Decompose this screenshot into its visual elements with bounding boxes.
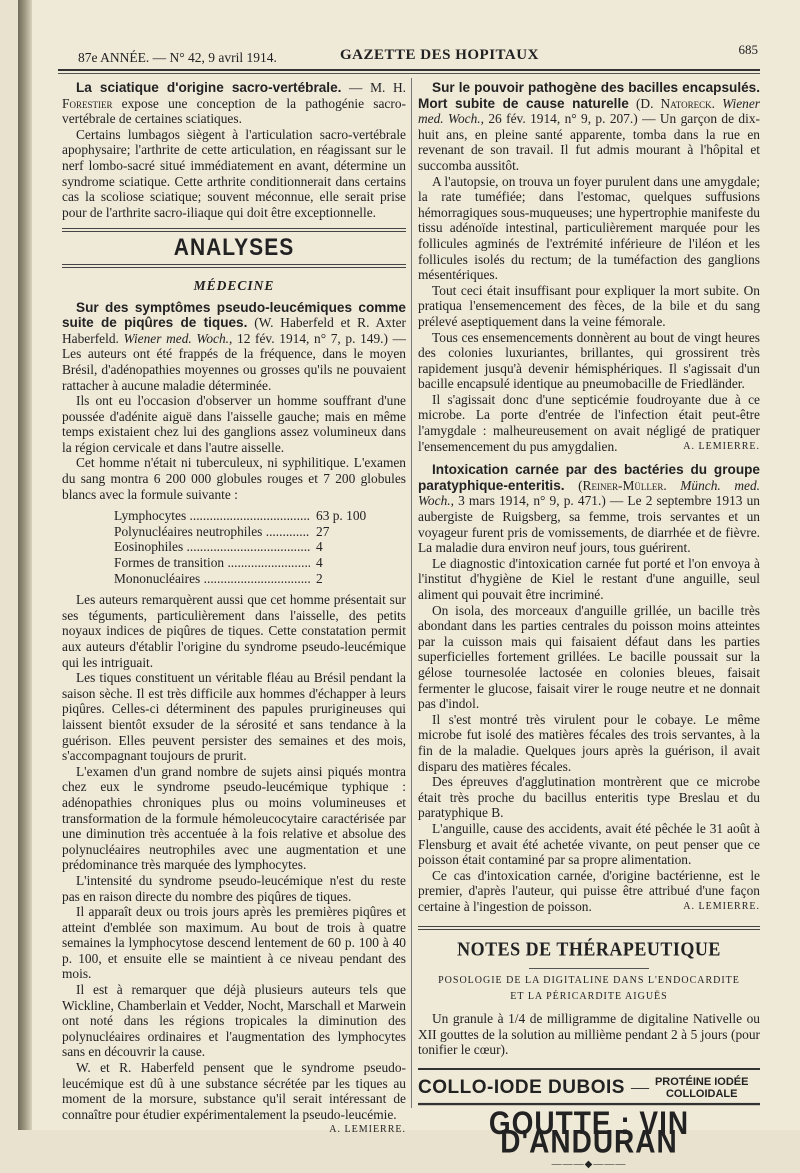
paragraph: Ils ont eu l'occasion d'observer un homme souffrant d'une poussée d'adénite aiguë dans l'aisselle gauche; mais en même temps existaient chez lui des ganglions assez volumineux dans la région cervicale et dans l'autre aisselle. — [62, 393, 406, 455]
article-bacilles: Sur le pouvoir pathogène des bacilles encapsulés. Mort subite de cause naturelle (D. Natoreck. Wiener med. Woch., 26 fév. 1914, n° 9, p. 207.) — Un garçon de dix-huit ans, en pleine santé apparente, tomba dans la rue en revenant de son travail. Il fut admis mourant à l'hôpital et succomba aussitôt. — [418, 80, 760, 173]
formula-row: Lymphocytes ..... 63 p. 100 — [114, 508, 376, 524]
paragraph: Les auteurs remarquèrent aussi que cet homme présentait sur ses téguments, particulièrement dans l'aisselle, des petits noyaux indices de piqûres de tiques. Cette constatation permit aux auteurs d'établir l'origine du syndrome pseudo-leucémique qui les intriguait. — [62, 592, 406, 670]
paragraph: Certains lumbagos siègent à l'articulation sacro-vertébrale apophysaire; l'arthrite de cette articulation, en réagissant sur le nerf lombo-sacré situé immédiatement en avant, détermine un syndrome sciatique. Cette arthrite conditionnerait dans certains cas la scoliose sciatique; souvent méconnue, elle serait prise pour de l'arthrite sacro-iliaque qui doit être exceptionnelle. — [62, 126, 406, 220]
paragraph: Tous ces ensemencements donnèrent au bout de vingt heures des colonies luxuriantes, brillantes, qui grossirent très rapidement jusqu'à devenir hémisphériques. Il s'agissait d'un bacille encapsulé identique au pneumobacille de Friedländer. — [418, 329, 760, 392]
issue-info: 87e ANNÉE. — N° 42, 9 avril 1914. — [78, 50, 277, 65]
left-column — [62, 80, 406, 1138]
section-rule — [418, 926, 760, 930]
article-title: Sur des symptômes pseudo-leucémiques comme suite de piqûres de tiques. — [62, 299, 406, 331]
paragraph: Il s'agissait donc d'une septicémie foudroyante due à ce microbe. La porte d'entrée de l'infection était peut-être l'amygdale : malheureusement on avait négligé de pratiquer l'ensemencement du pus amygdalien. A. LEMIERRE. — [418, 391, 760, 454]
paragraph: L'examen d'un grand nombre de sujets ainsi piqués montra chez eux le syndrome pseudo-leucémique typhique : adénopathies chroniques plus ou moins volumineuses et transformation de la formule hémoleucocytaire caractérisée par une diminution très accentuée à la fois relative et absolue des polynucléaires neutrophiles avec une augmentation et une prédominance très marquée des lymphocytes. — [62, 763, 406, 873]
signature: A. LEMIERRE. — [683, 440, 760, 452]
article-title: Intoxication carnée par des bactéries du groupe paratyphique-enteritis. — [418, 462, 760, 493]
paragraph: L'intensité du syndrome pseudo-leucémique n'est du reste pas en raison directe du nombre des piqûres de tiques. — [62, 872, 406, 904]
column-divider — [411, 78, 412, 1108]
paragraph: Le diagnostic d'intoxication carnée fut porté et l'on envoya à l'institut d'hygiène de Kiel le restant d'une anguille, seul aliment qui pouvait être incriminé. — [418, 555, 760, 602]
article-title: Sur le pouvoir pathogène des bacilles encapsulés. Mort subite de cause naturelle — [418, 80, 760, 111]
signature: A. LEMIERRE. — [329, 1124, 406, 1136]
signature: A. LEMIERRE. — [683, 900, 760, 912]
article-intoxication: Intoxication carnée par des bactéries du groupe paratyphique-enteritis. (Reiner-Müller. Münch. med. Woch., 3 mars 1914, n° 9, p. 471.) — Le 2 septembre 1913 un aubergiste de Ruigsberg, sa femme, trois servantes et un voyageur furent pris de vomissements, de diarrhée et de fièvre. La maladie dura environ neuf jours, tous guérirent. — [418, 462, 760, 556]
section-title-notes: NOTES DE THÉRAPEUTIQUE — [457, 938, 721, 961]
posologie-heading: POSOLOGIE DE LA DIGITALINE DANS L'ENDOCARDITE ET LA PÉRICARDITE AIGUËS — [438, 975, 740, 1003]
formula-row: Polynucléaires neutrophiles ..... 27 — [114, 524, 376, 540]
ad-collo-iode — [418, 1068, 760, 1100]
article-title: La sciatique d'origine sacro-vertébrale. — [76, 80, 342, 95]
right-column — [418, 80, 760, 1173]
paragraph: Ce cas d'intoxication carnée, d'origine bactérienne, est le premier, d'après l'auteur, qui puisse être attribué d'une façon certaine à l'ingestion de poisson. A. LEMIERRE. — [418, 867, 760, 914]
paragraph: A l'autopsie, on trouva un foyer purulent dans une amygdale; la rate tuméfiée; dans l'estomac, quelques suffusions hémorragiques sous-muqueuses; une hypertrophie manifeste du tissu adénoïde intestinal, particulièrement marquée pour les follicules agminés de l'extrémité inférieure de l'iléon et les follicules isolés du rectum; de la tuméfaction des ganglions mésentériques. — [418, 173, 760, 283]
sciatique-article: La sciatique d'origine sacro-vertébrale. — M. H. Forestier expose une conception de la pathogénie sacro-vertébrale de certaines sciatiques. — [62, 80, 406, 127]
paragraph: W. et R. Haberfeld pensent que le syndrome pseudo-leucémique est dû à une substance sécrétée par les tiques au moment de la morsure, substance qu'il serait intéressant de connaître pour étudier expérimentalement la pseudo-leucémie. A. LEMIERRE. — [62, 1060, 406, 1122]
section-rule — [62, 264, 406, 268]
section-title-analyses: ANALYSES — [173, 234, 295, 262]
header-rule — [58, 69, 760, 71]
formula-row: Mononucléaires ..... 2 — [114, 571, 376, 587]
formula-row: Formes de transition ..... 4 — [114, 555, 376, 571]
ad-vin-anduran: GOUTTE : VIN D'ANDURAN — [418, 1103, 760, 1150]
ad-dash: — — [630, 1077, 649, 1098]
subsection-title: MÉDECINE — [193, 277, 275, 293]
short-rule — [529, 968, 649, 969]
paragraph: L'anguille, cause des accidents, avait été pêchée le 31 août à Flensburg et avait été achetée vivante, on peut penser que ce poisson était contaminé par sa propre alimentation. — [418, 820, 760, 868]
paragraph: Il apparaît deux ou trois jours après les premières piqûres et atteint d'emblée son maximum. Au bout de trois à quatre semaines la lymphocytose descend lentement de 60 p. 100 à 40 p. 100, et ensuite elle se maintient à ce niveau pendant des mois. — [62, 904, 406, 982]
ornament-rule: ———◆——— — [551, 1159, 627, 1171]
journal-title: GAZETTE DES HOPITAUX — [340, 47, 539, 63]
ad-brand: COLLO-IODE DUBOIS — [418, 1077, 625, 1099]
paragraph: Les tiques constituent un véritable fléau au Brésil pendant la saison sèche. Il est très difficile aux hommes d'échapper à leurs piqûres. Celles-ci déterminent des papules prurigineuses qui laissent bientôt exsuder de la sérosité et sans tendance à la guérison. Elles peuvent persister des semaines et des mois, s'accompagnant toujours de prurit. — [62, 670, 406, 764]
page-number: 685 — [738, 42, 758, 57]
formula-row: Eosinophiles ..... 4 — [114, 539, 376, 555]
paragraph: Des épreuves d'agglutination montrèrent que ce microbe était très proche du bacillus enteritis type Breslau et du paratyphique B. — [418, 774, 760, 821]
header-rule-thin — [58, 73, 760, 74]
paragraph: Il est à remarquer que déjà plusieurs auteurs tels que Wickline, Chamberlain et Vedder, Nocht, Marschall et Marwein ont noté dans les régions tropicales la diminution des polynucléaires ordinaires et l'augmentation des lymphocytes sans en découvrir la cause. — [62, 982, 406, 1060]
section-rule — [62, 228, 406, 232]
paragraph: On isola, des morceaux d'anguille grillée, un bacille très abondant dans les parties centrales du poisson moins atteintes par la cuisson mais qui faisaient défaut dans les parties superficielles fortement grillées. Le bacille poussait sur la gélose tournesolée lactosée en colonies bleues, faisait fermenter le glucose, faisait virer le rouge neutre et ne donnait pas d'indol. — [418, 602, 760, 712]
article-tiques: Sur des symptômes pseudo-leucémiques comme suite de piqûres de tiques. (W. Haberfeld et R. Axter Haberfeld. Wiener med. Woch., 12 fév. 1914, n° 7, p. 149.) — Les auteurs ont été frappés de la fréquence, dans le moyen Brésil, d'adénopathies moyennes ou grosses qu'ils ne pouvaient rattacher à aucune maladie déterminée. — [62, 299, 406, 393]
page-header — [78, 42, 758, 68]
paragraph: Tout ceci était insuffisant pour expliquer la mort subite. On pratiqua l'ensemencement des fèces, de la bile et du sang prélevé aseptiquement dans la veine fémorale. — [418, 282, 760, 329]
posologie-text: Un granule à 1/4 de milligramme de digitaline Nativelle ou XII gouttes de la solution au millième pendant 2 à 5 jours (pour tonifier le cœur). — [418, 1011, 760, 1058]
ad-subtitle: PROTÉINE IODÉE COLLOIDALE — [654, 1075, 749, 1100]
page-edge — [18, 0, 32, 1130]
paragraph: Il s'est montré très virulent pour le cobaye. Le même microbe fut isolé des matières fécales des trois servantes, à la fin de la maladie. Quelques jours après la guérison, il avait disparu des matières fécales. — [418, 711, 760, 774]
blood-formula-table — [114, 508, 406, 586]
paragraph: Cet homme n'était ni tuberculeux, ni syphilitique. L'examen du sang montra 6 200 000 globules rouges et 7 200 globules blancs avec la formule suivante : — [62, 455, 406, 502]
